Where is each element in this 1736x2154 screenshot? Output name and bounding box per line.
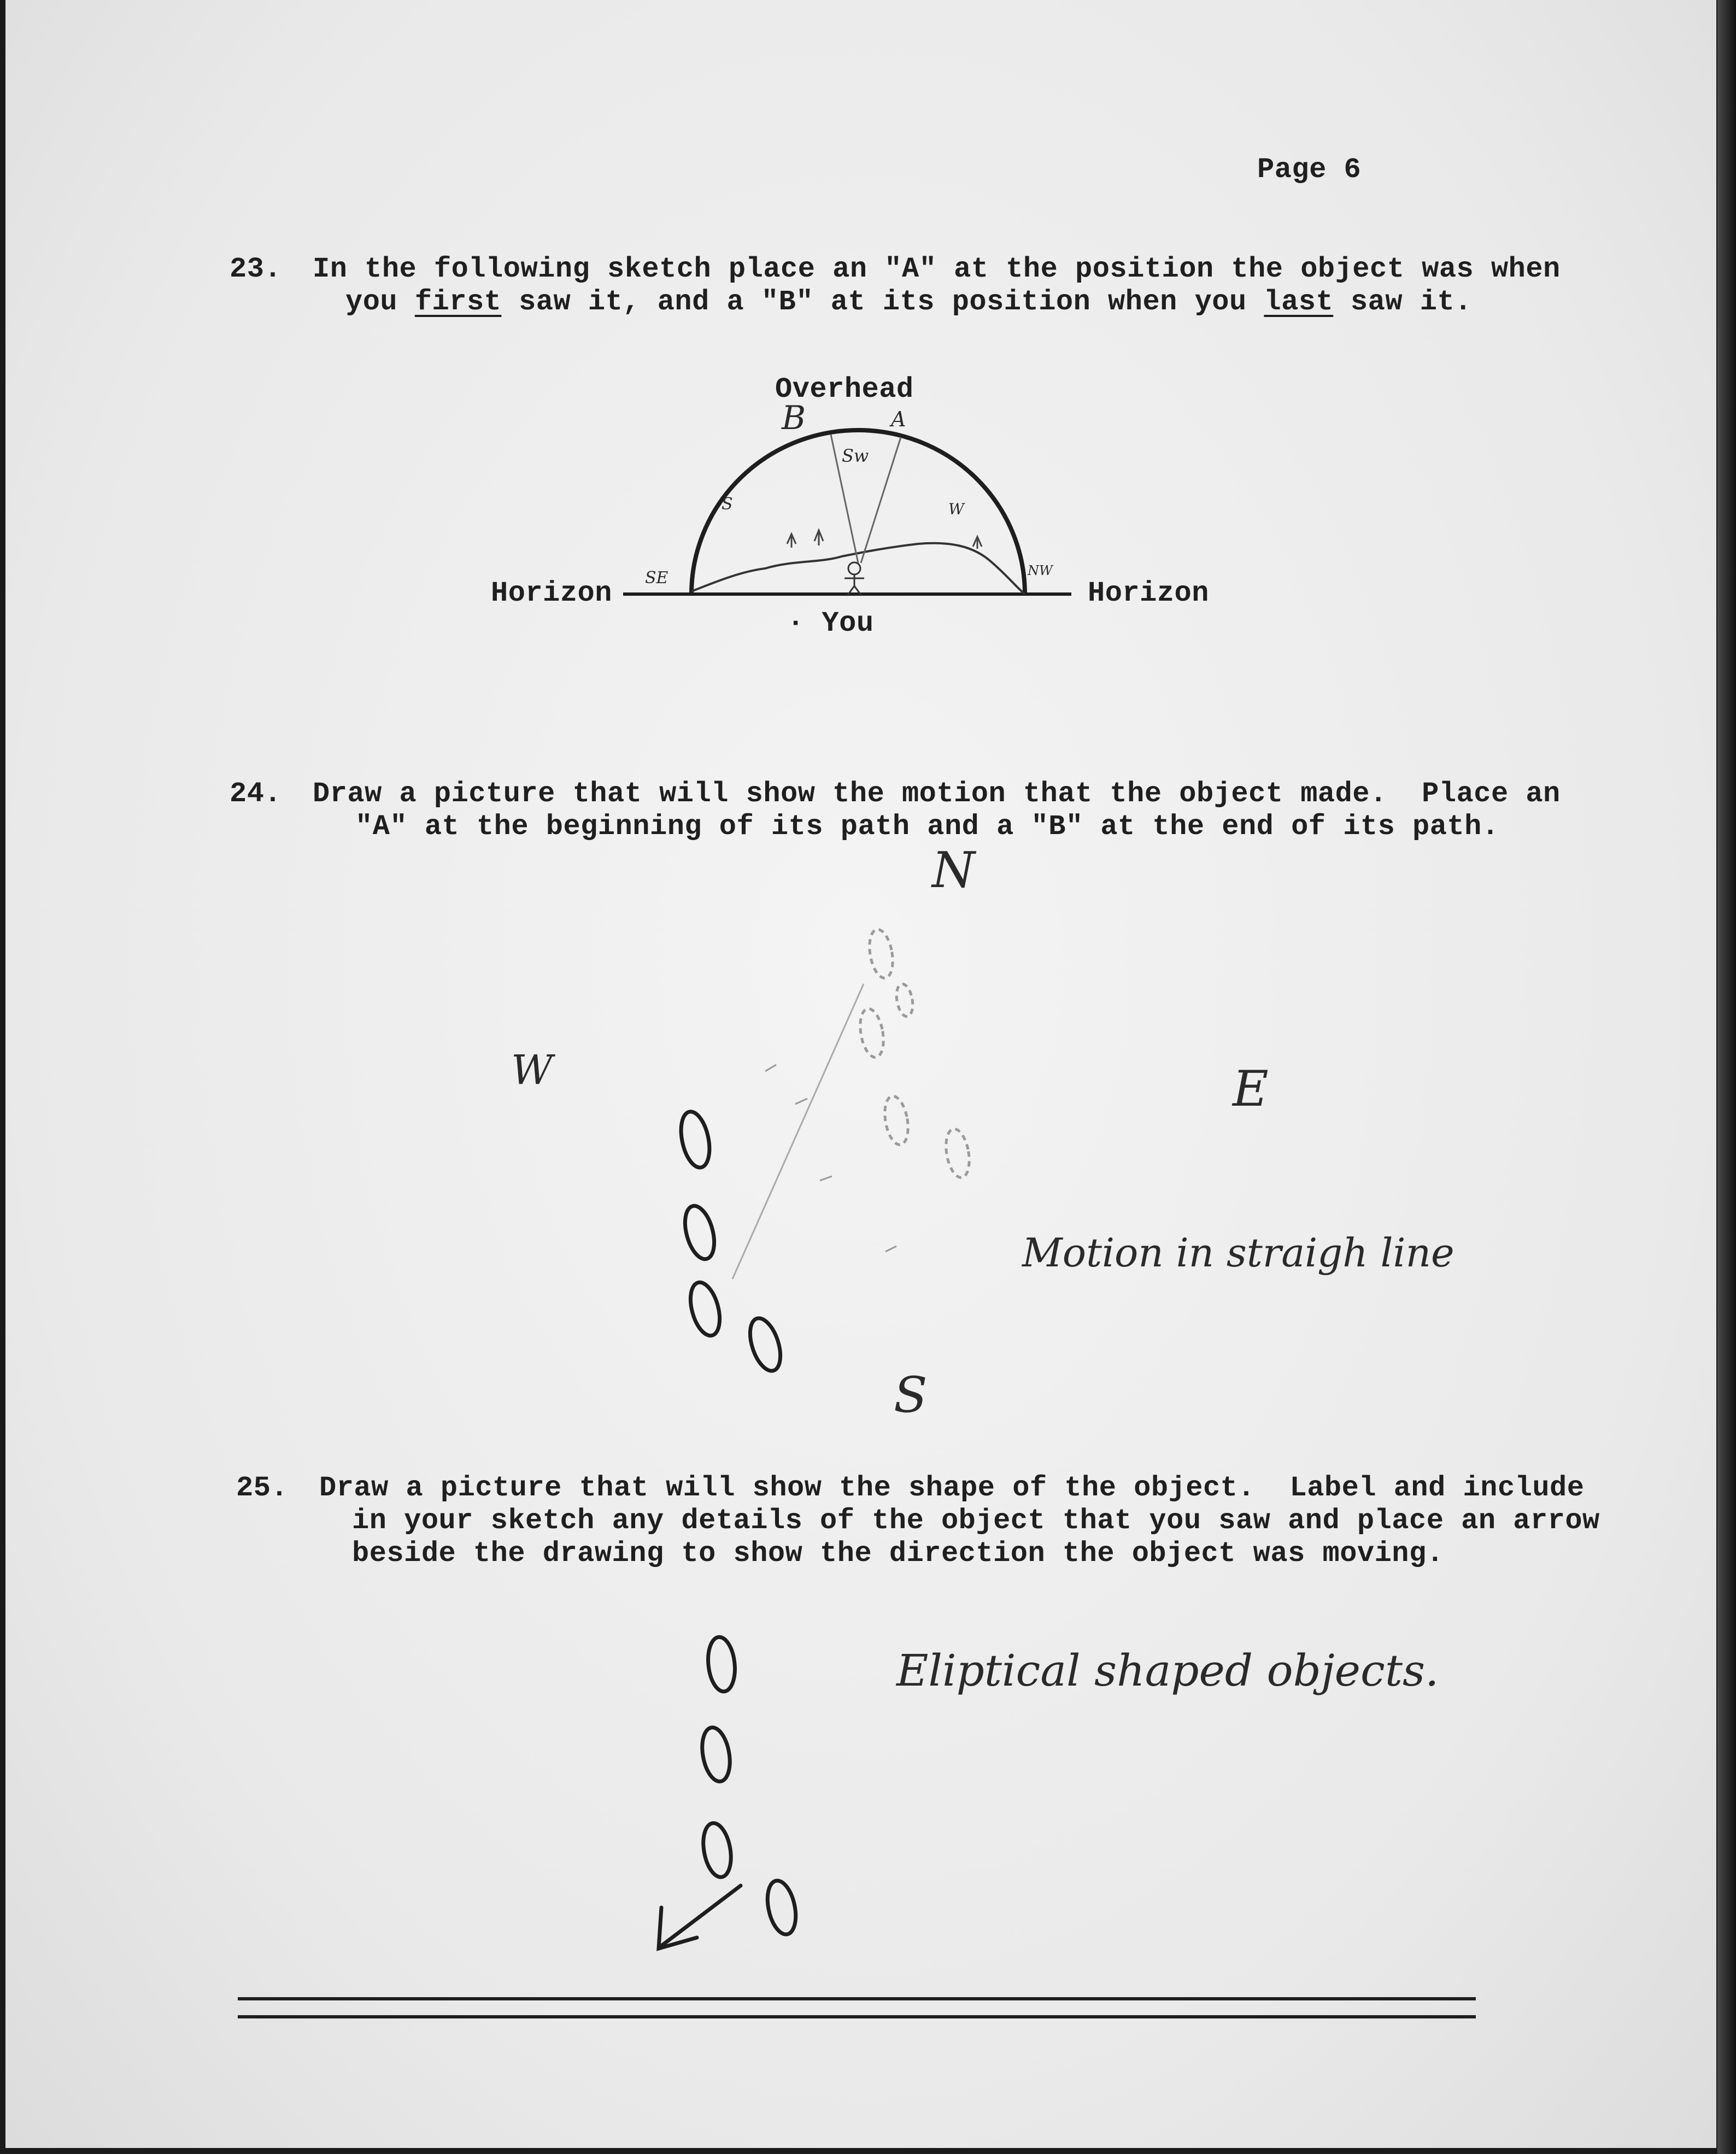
q25-line3: beside the drawing to show the direction the object was moving. (352, 1537, 1444, 1570)
q24-line2: "A" at the beginning of its path and a "B" at the end of its path. (355, 811, 1499, 843)
hw-mark-se: SE (645, 568, 668, 588)
overhead-label: Overhead (775, 373, 914, 406)
compass-n: N (932, 842, 975, 899)
q24-number: 24. (230, 778, 282, 810)
horizon-right-label: Horizon (1088, 577, 1209, 609)
you-label: · You (787, 607, 874, 639)
q25-note: Eliptical shaped objects. (896, 1645, 1439, 1696)
q23-number: 23. (230, 253, 282, 285)
q25-number: 25. (236, 1472, 289, 1504)
hw-mark-sw: Sw (842, 445, 869, 466)
hw-mark-b: B (782, 399, 806, 437)
q23-line2-post: saw it. (1333, 286, 1472, 318)
q23-line2-pre: you (345, 286, 415, 318)
q23-line2-mid: saw it, and a "B" at its position when you (501, 286, 1264, 318)
hw-mark-nw: NW (1028, 563, 1053, 578)
shape-ovals (699, 1636, 800, 1937)
q23-line1: In the following sketch place an "A" at the position the object was when (313, 253, 1561, 285)
compass-e: E (1233, 1060, 1269, 1118)
q24-line1: Draw a picture that will show the motion that the object made. Place an (313, 778, 1561, 810)
q24-note: Motion in straigh line (1022, 1230, 1455, 1276)
page-number: Page 6 (1257, 154, 1362, 186)
q25-line1: Draw a picture that will show the shape of the object. Label and include (319, 1472, 1585, 1504)
q23-last: last (1264, 286, 1334, 318)
q23-first: first (414, 286, 502, 318)
compass-s: S (894, 1366, 928, 1424)
compass-w: W (511, 1047, 553, 1094)
hw-mark-a: A (891, 407, 906, 431)
direction-arrow (659, 1886, 741, 1948)
horizon-left-label: Horizon (491, 577, 612, 609)
you-text: You (822, 607, 874, 639)
q25-line2: in your sketch any details of the object that you saw and place an arrow (352, 1505, 1600, 1537)
hw-mark-w: W (948, 500, 964, 518)
hw-mark-s: S (722, 495, 733, 514)
